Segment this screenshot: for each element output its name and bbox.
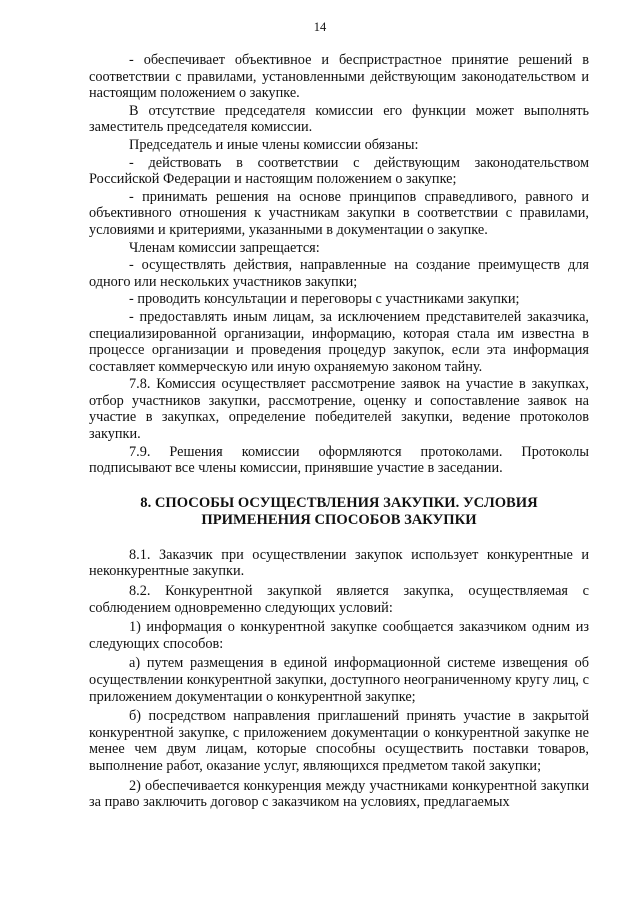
paragraph: - действовать в соответствии с действующим законодательством Российской Федерации и настоящим положением о закупке;	[89, 154, 589, 188]
paragraph: - обеспечивает объективное и беспристрастное принятие решений в соответствии с правилами, установленными действующим законодательством и настоящим положением о закупке.	[89, 52, 589, 102]
paragraph: Председатель и иные члены комиссии обязаны:	[129, 136, 419, 153]
paragraph: - осуществлять действия, направленные на создание преимуществ для одного или нескольких участников закупки;	[89, 257, 589, 290]
page-number: 14	[313, 20, 327, 34]
paragraph: - принимать решения на основе принципов справедливого, равного и объективного отношения к участникам закупки в соответствии с правилами, условиями и критериями, указанными в документации о закупке.	[89, 188, 589, 238]
paragraph: В отсутствие председателя комиссии его функции может выполнять заместитель председателя комиссии.	[89, 102, 589, 136]
paragraph: - проводить консультации и переговоры с участниками закупки;	[129, 291, 520, 308]
document-body	[89, 52, 589, 814]
section-8-heading-line-2: ПРИМЕНЕНИЯ СПОСОБОВ ЗАКУПКИ	[201, 511, 477, 528]
section-8-heading-line-1: 8. СПОСОБЫ ОСУЩЕСТВЛЕНИЯ ЗАКУПКИ. УСЛОВИЯ	[140, 494, 538, 511]
paragraph: Членам комиссии запрещается:	[129, 239, 320, 256]
paragraph: 2) обеспечивается конкуренция между участниками конкурентной закупки за право заключить договор с заказчиком на условиях, предлагаемых	[89, 777, 589, 811]
paragraph-7-9: 7.9. Решения комиссии оформляются протоколами. Протоколы подписывают все члены комиссии, принявшие участие в заседании.	[89, 443, 589, 477]
paragraph-7-8: 7.8. Комиссия осуществляет рассмотрение заявок на участие в закупках, отбор участников закупки, рассмотрение, оценку и сопоставление заявок на участие в закупках, определение победителей закупки, ведение протоколов закупки.	[89, 376, 589, 443]
paragraph: 1) информация о конкурентной закупке сообщается заказчиком одним из следующих способов:	[89, 619, 589, 652]
section-8-heading	[89, 495, 589, 529]
paragraph-8-1: 8.1. Заказчик при осуществлении закупок использует конкурентные и неконкурентные закупки.	[89, 546, 589, 580]
paragraph-8-2: 8.2. Конкурентной закупкой является закупка, осуществляемая с соблюдением одновременно следующих условий:	[89, 583, 589, 616]
paragraph: б) посредством направления приглашений принять участие в закрытой конкурентной закупке, с приложением документации о конкурентной закупке не менее чем двум лицам, которые способны осуществить поставки товаров, выполнение работ, оказание услуг, являющихся предметом такой закупки;	[89, 708, 589, 774]
paragraph: а) путем размещения в единой информационной системе извещения об осуществлении конкурентной закупки, доступного неограниченному кругу лиц, с приложением документации о конкурентной закупке;	[89, 655, 589, 705]
section-7-continuation	[89, 52, 589, 477]
paragraph: - предоставлять иным лицам, за исключением представителей заказчика, специализированной организации, информацию, которая стала им известна в процессе организации и проведения процедур закупок, если эта информация составляет коммерческую или иную охраняемую законом тайну.	[89, 308, 589, 375]
section-8-body	[89, 547, 589, 811]
